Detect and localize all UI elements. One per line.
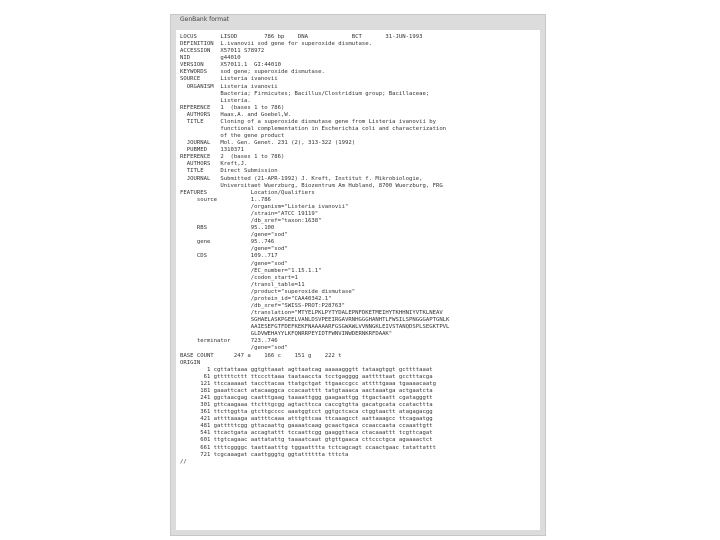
record-line: DEFINITION L.ivanovii sod gene for superoxide dismutase. xyxy=(180,41,372,48)
record-line: TITLE Direct Submission xyxy=(180,168,278,175)
record-line: /gene="sod" xyxy=(180,345,288,352)
record-line: /gene="sod" xyxy=(180,246,288,253)
record-line: JOURNAL Mol. Gen. Genet. 231 (2), 313-322 (1992) xyxy=(180,140,356,147)
record-line: // xyxy=(180,458,187,465)
record-line: 121 ttccaaaaat taccttacaa ttatgctgat ttgaaccgcc atttttgaaa tgaaaacaatg xyxy=(180,380,436,387)
record-line: functional complementation in Escherichia coli and characterization xyxy=(180,126,447,133)
record-line: /strain="ATCC 19119" xyxy=(180,210,319,217)
record-line: /EC_number="1.15.1.1" xyxy=(180,267,322,274)
record-line: AUTHORS Kreft,J. xyxy=(180,161,248,168)
record-line: GLDVWEHAYYLKFQNRRPEYIDTFWNVINWDERNKRFDAAK" xyxy=(180,331,393,338)
record-line: /db_xref="taxon:1638" xyxy=(180,218,322,225)
record-line: terminator 723..746 xyxy=(180,338,278,345)
record-line: /protein_id="CAA40342.1" xyxy=(180,295,332,302)
record-line: of the gene product xyxy=(180,133,285,140)
record-line: Bacteria; Firmicutes; Bacillus/Clostridium group; Bacillaceae; xyxy=(180,90,430,97)
record-line: TITLE Cloning of a superoxide dismutase gene from Listeria ivanovii by xyxy=(180,118,436,125)
genbank-record xyxy=(180,34,449,466)
record-line: SGHAELASKPGEELVANLDSVPEEIRGAVRNHGGGHANHTLFWSILSPNGGGAPTGNLK xyxy=(180,317,450,324)
record-line: /translation="MTYELPKLPYTYDALEPNFDKETMEIHYTKHHNIYVTKLNEAV xyxy=(180,310,443,317)
record-line: 601 ttgtcagaac aattatattg taaaatcaat gtgttgaaca cttccctgca agaaaactct xyxy=(180,437,433,444)
record-line: /product="superoxide dismutase" xyxy=(180,288,356,295)
record-line: 181 gaaattcact atacaaggca ccacaatttt tatgtaaaca aactaaatga actgaatcta xyxy=(180,387,433,394)
record-line: FEATURES Location/Qualifiers xyxy=(180,189,315,196)
record-line: gene 95..746 xyxy=(180,239,275,246)
record-line: RBS 95..100 xyxy=(180,225,275,232)
record-line: /transl_table=11 xyxy=(180,281,305,288)
record-line: CDS 109..717 xyxy=(180,253,278,260)
record-line: ORGANISM Listeria ivanovii xyxy=(180,83,278,90)
record-line: 541 ttcactgata accagtattt tccaattcgg gaaggttaca ctacaaattt tcgttcagat xyxy=(180,430,433,437)
record-line: /organism="Listeria ivanovii" xyxy=(180,203,349,210)
record-line: JOURNAL Submitted (21-APR-1992) J. Kreft, Institut f. Mikrobiologie, xyxy=(180,175,423,182)
record-line: 301 gttcaagaaa ttctttgcgg agtacttcca caccgtgtta gacatgcata ccatacttta xyxy=(180,402,433,409)
window-title: GenBank format xyxy=(180,16,230,23)
record-line: VERSION X57011.1 GI:44010 xyxy=(180,62,282,69)
record-line: SOURCE Listeria ivanovii xyxy=(180,76,278,83)
record-line: Listeria. xyxy=(180,97,251,104)
record-line: NID g44010 xyxy=(180,55,241,62)
record-line: LOCUS LISOD 786 bp DNA BCT 31-JUN-1993 xyxy=(180,34,423,40)
record-line: PUBMED 1310371 xyxy=(180,147,244,154)
record-line: /db_xref="SWISS-PROT:P28763" xyxy=(180,302,346,309)
record-line: REFERENCE 1 (bases 1 to 786) xyxy=(180,104,285,111)
record-line: 661 ttttcggggc taattaatttg tggaatttta tctcagcagt ccaactgaac tatattattt xyxy=(180,444,436,451)
record-line: BASE COUNT 247 a 166 c 151 g 222 t xyxy=(180,352,342,359)
record-line: REFERENCE 2 (bases 1 to 786) xyxy=(180,154,285,161)
record-line: 421 attttaaaga aattttcaaa atttgttcaa ttcaaagcct aattaaagcc ttcagaatgg xyxy=(180,416,433,423)
record-line: ORIGIN xyxy=(180,359,201,366)
record-line: AAIESEFGTFDEFKEKFNAAAAARFGSGWAWLVVNNGKLEIVSTANQDSPLSEGKTPVL xyxy=(180,324,450,331)
record-line: ACCESSION X57011 S78972 xyxy=(180,48,265,55)
record-line: 721 tcgcaaagat caattgggtg ggtatttttta tttcta xyxy=(180,451,349,458)
record-line: /codon_start=1 xyxy=(180,274,298,281)
record-line: source 1..786 xyxy=(180,196,271,203)
record-line: 361 ttcttggtta gtcttgcccc aaatggtcct ggtgctcaca ctggtaactt atagagacgg xyxy=(180,409,433,416)
record-line: 61 gtttttcttt ttcccttaaa taataaccta tcctgagggg aatttttaat gcctttacga xyxy=(180,373,433,380)
record-line: 1 cgttattaaa ggtgttaaat agttaatcag aaaaagggtt tataagtggt gcttttaaat xyxy=(180,366,433,373)
record-line: Universitaet Wuerzburg, Biozentrum Am Hubland, 8700 Wuerzburg, FRG xyxy=(180,182,443,189)
record-line: /gene="sod" xyxy=(180,260,288,267)
record-line: 241 ggctaacgag caatttgaag taaaattggg gaagaattgg ttgactaatt cgatagggtt xyxy=(180,394,433,401)
record-line: KEYWORDS sod gene; superoxide dismutase. xyxy=(180,69,325,76)
record-line: /gene="sod" xyxy=(180,232,288,239)
record-line: AUTHORS Haas,A. and Goebel,W. xyxy=(180,111,292,118)
record-line: 481 gatttttcgg gttacaattg gaaaatcaag gcaactgaca ccaaccaata ccaaattgtt xyxy=(180,423,433,430)
